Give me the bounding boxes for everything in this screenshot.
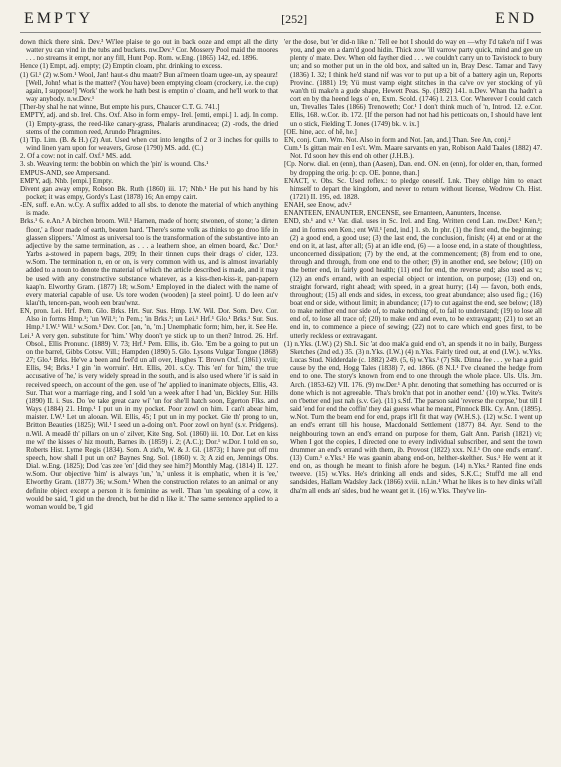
dictionary-paragraph: [Ther-by shal he nat winne, But empte his purs, Chaucer C.T. G. 741.] xyxy=(20,103,220,112)
dictionary-paragraph: (1) Tip. Lim. (B. & H.) (2) Aut. Used when cut into lengths of 2 or 3 inches for quills to wind linen yarn upon for weavers, Grose (1790) MS. add. (C.) xyxy=(20,135,278,153)
dictionary-paragraph: down thick there sink. Dev.³ Wi'lee plaise te go out in back ooze and empt all the dirty watter yu can vind in the tubs and buckets. nw.Dev.¹ Cor. Mossery Pool maid the moores . . . no streams it empt, nor any fill, Hunt Pop. Rom. w.Eng. (1865) 142, ed. 1896. xyxy=(20,38,278,63)
right-column xyxy=(284,38,542,763)
dictionary-paragraph: (1) Gl.¹ (2) w.Som.¹ Wool, Jan! haut-s dhu maatr? Bun ai'meen tloam ugee-un, ay speaurz! [Well, John! what is the matter? (You have) been emptying cloam (crockery, i.e. the cup) again, I suppose!] 'Work' the work he hath best is emptin o' cloam, and he'll work to that way anybody. n.w.Dev.¹ xyxy=(20,70,278,104)
dictionary-paragraph: END, sb.¹ and v.¹ Var. dial. uses in Sc. Irel. and Eng. Written cend Lan. nw.Der.¹ Ken.¹; and in forms een Ken.; ent Wil.¹ [end, ind.] 1. sb. In phr. (1) the first end, the beginning; (2) a good end, a good use; (3) the last end, the conclusion, finish; (4) at end or at the end on it, at last, after all; (5) at an idle end, (6) — a loose end, in a state of thoughtless, unconcerned dissipation; (7) by the end, at the commencement; (8) from end to one, through and through, from one end to the other; (9) in another end, see below; (10) on the better end, in fairly good health; (11) end for end, the reverse end; also used as v.; (12) an end's errand, with an especial object or intention, on purpose; (13) end on, straight forward, right ahead; with speed, in a great hurry; (14) — favon, both ends, throughout; (15) all ends and sides, in excess, too great abundance; also used fig.; (16) boat end or side, without limit; in abundance; (17) to cut against the end, see below; (18) to make neither end nor side of, to make nothing of, to fail to understand; (19) to lose all end of, to lose all trace of; (20) to make end and even, to be extravagant; (21) to set an end in, to commence a piece of sewing; (22) not to care which end goes first, to be utterly reckless or extravagant. xyxy=(284,217,542,340)
dictionary-paragraph: Lei.¹ A very gen. substitute for 'him.' Why doon't ye stick up to un then? Introd. 26. Hrf. Obsol., Ellis Pronunc. (1889) V. 73; Hrf.¹ Pem. Ellis, ib. Glo. 'Em be a going to put un on the barrel, Gibbs Cotsw. Vill.; Hampden (1890) 5. Glo. Lysons Vulgar Tongue (1868) 27; Glo.¹ Brks. He've a been and feel'd un all over, Hughes T. Brown Oxf. (1861) xviii; Ellis, 94; Brks.¹ I gin 'in worruin'. Hrt. Ellis, 201. s.Cy. This 'en' for 'him,' the true accusative of 'he,' is very widely spread in the south, and is also used where 'it' is said in received speech, on account of the gen. use of 'he' applied to inanimate objects, Ellis, 43. Sur. That wor a marriage ring, and I sold 'un a week after I had 'un, Bickley Sur. Hills (1890) II. i. Sus. Do 'ee take great care wi' 'un for she'll hatch soon, Egerton Flks. and Ways (1884) 21. Hmp.¹ I put un in my pocket. Poor zowl on him. I can't abear him, maister. I.W.¹ Let un alooan. Wil. Ellis, 45; I put un in my pocket. Gie th' prong to un, Britton Beauties (1825); Wil.¹ I seed un a-doing on't. Poor zowl on hyn! (s.v. Pridgens). n.Wil. A meadē th' pillars on un o' zilver, Kite Sng. Sol. (1860) iii. 10. Dor. Let en kiss me wi' the kisses o' hiz mouth, Barnes ib. (1859) i. 2; (A.C.); Dor.¹ w.Dor. I told en so, Roberts Hist. Lyme Regis (1834). Som. A zid'n, W. & J. Gl. (1873); I have put off mu speech, how shall I put un on? Baynes Sng. Sol. (1860) v. 3; A zid en, Jennings Obs. Dial. w.Eng. (1825); Dod 'cas zee 'en' [did they see him?] Monthly Mag. (1814) II. 127. w.Som. Our objective 'him' is always 'un,' 'n,' unless it is emphatic, when it is 'ee,' Elworthy Gram. (1877) 36; w.Som.¹ When the construction relates to an animal or any definite object except a person it is feminine as well. Than 'un speaking of a cow, it would be said, 'I gid un the drench, but he did n like it.' The same sentence applied to a woman would be, 'I gid xyxy=(20,331,278,511)
dictionary-paragraph: EN, pron. Lei. Hrf. Pem. Glo. Brks. Hrt. Sur. Sus. Hmp. I.W. Wil. Dor. Som. Dev. Cor. Also in forms Hmp.¹; 'un Wil.¹; 'n Pem.; 'in Brks.¹; un Lei.¹ Hrf.¹ Glo.¹ Brks.¹ Sur. Sus. Hmp.¹ I.W.¹ Wil.¹ w.Som.¹ Dev. Cor. [ən, ʼn, ʼm.] Unemphatic form; him, her, it. See He. xyxy=(20,307,278,332)
page-number: [252] xyxy=(281,11,308,26)
dictionary-paragraph: EN, conj. Cum. Wm. Not. Also in form and Not. [ən, and.] Than. See An, conj.² xyxy=(284,135,511,144)
dictionary-paragraph: Divent gan away empy, Robson Bk. Ruth (1860) iii. 17; Nhb.¹ He put his hand by his pocket; it was empy, Gordy's Last (1878) 16; An empy cairt. xyxy=(20,184,278,201)
dictionary-paragraph: [Cp. Norw. dial. en (enn), than (Aasen), Dan. end. ON. en (enn), for older en, than, formed by dropping the orig. þ: cp. OE. þonne, than.] xyxy=(284,160,542,177)
dictionary-paragraph: 2. Of a cow: not in calf. Oxf.¹ MS. add. xyxy=(20,152,132,161)
dictionary-paragraph: 'er the dose, but 'er did-n like n.' Tell ee hot I should do way en —why I'd take'n nif I was you, and gee en a darn'd good hidin. Thick zow 'ill varrow party quick, mind and gee un plenty o' mate. Dev. When old fayther died . . . we couldn't carry un to Tavistock to bury un; and so mother put un in the old box, and salted un in, Bray Desc. Tamar and Tavy (1836) I. 32; I think he'd stand nif was vor to put up a bit of a battery agin un, Reports Provinc. (1881) 19; Yü must vamp eight stitches in tha ca've ov yer stocking of yü wan'th tü make'n a gude shape, Hewett Peas. Sp. (1892) 141. n.Dev. Whan tha hadn't a cort en by tha heend legs o' en, Exm. Scold. (1746) l. 213. Cor. Wherever I could catch un, Trevalles Tales (1866) Trenoweth; Cor.¹ I don't think much of 'n, Introd. 12. e.Cor. Ellis, 168. w.Cor. ib. 172. [If the person had not had his petticoats on, I should have lent un o stick, Fielding T. Jones (1749) bk. v. ix.] xyxy=(284,38,542,128)
dictionary-paragraph: [OE. hine, acc. of hē, he.] xyxy=(284,127,357,136)
dictionary-paragraph: 3. sb. Weaving term: the bobbin on which the 'pin' is wound. Chs.¹ xyxy=(20,160,209,169)
dictionary-paragraph: EMPTY, adj. and sb. Irel. Chs. Oxf. Also in form empy- Irel. [emti, empi.] 1. adj. In comp. (1) Empty-grass, the reed-like canary-grass, Phalaris arundinacea; (2) -rods, the dried stems of the common reed, Arundo Phragmites. xyxy=(20,111,278,136)
dictionary-paragraph: Cum.¹ Is gittan mair en I es't. Wm. Maare sarvants en yan, Robison Aald Taales (1882) 47. Not. I'd soon hev this end oh other (J.H.B.). xyxy=(284,144,542,161)
header-left-word: EMPTY xyxy=(24,10,94,27)
header-rule xyxy=(20,32,541,33)
dictionary-paragraph: ENAH, see Enow, adv.² xyxy=(284,201,352,210)
header-right-word: END xyxy=(495,10,537,27)
dictionary-paragraph: -EN, suff. e.An. w.Cy. A suffix added to all sbs. to denote the material of which anything is made. xyxy=(20,201,278,218)
left-column xyxy=(20,38,278,763)
dictionary-paragraph: (1) n.Yks. (I.W.) (2) Sh.I. Sic 'at doo mak'a guid end o't, an spends it no in baily, Burgess Sketches (2nd ed.) 35. (3) n.Yks. (I.W.) (4) n.Yks. Fairly tired out, at end (I.W.). w.Yks. Lucas Stud. Nidderdale (c. 1882) 249. (5, 6) w.Yks.¹ (7) Slk. Dinna fee . . . ye hae a guid cause by the end, Hogg Tales (1838) 7, ed. 1866. (8 N.I.¹ I've cleaned the hedge from end to one. The story's known from end to one through the whole place. Uls. Uls. Jrn. Arch. (1853-62) VII. 176. (9) nw.Der.¹ A phr. denoting that something has occurred or is done which is not agreeable. 'Tha's brok'n that pot in another eend.' (10) w.Yks. Twite's on t'better end just nah (s.v. Ge). (11) s.Stf. The parson said 'reverse the corpse,' but till I said 'end for end the coffin' they dai guess what he meant, Pinnock Blk. Cy. Ann. (1895). w.Not. Turn the beam end for end, praps it'll fit that way (W.H.S.). (12) w.Sc. I went up an end's errant till his house, Macdonald Settlement (1877) 84. Ayr. Send to the neighbouring town an end's errand on purpose for them, Galt Ann. Parish (1821) vi; When I got the copies, I directed one to every individual subscriber, and sent the town drummer an end's errand with them, ib. Provost (1822) xxx. N.I.¹ On one end's errant'. (13) Cum.¹ e.Yks.¹ He was gaanin abang end-on, helther-skelther. Sus.¹ He went at it end on, as though he meant to finish afore he begun. (14) n.Yks.² Ranted fine ends tweeve. (15) w.Yks. He's drinking all ends and sides, S.K.C.; Stuff'd me all end sandsides, Hallam Wadsley Jack (1866) xviii. n.Lin.¹ What he likes is to hev dinks wi'all dha'm all ends an' sides, bud he weant get it. (16) w.Yks. They've lin- xyxy=(284,339,542,495)
dictionary-paragraph: ENACT, v. Obs. Sc. Used reflex.: to pledge oneself. Lnk. They oblige him to enact himself to depart the kingdom, and never to return without license, Wodrow Ch. Hist. (1721) II. 195, ed. 1828. xyxy=(284,176,542,201)
dictionary-paragraph: Brks.¹ 6. e.An.² A birchen broom. Wil.¹ Harnen, made of horn; stwonen, of stone; 'a dirten floor,' a floor made of earth, beaten hard. 'There's some volk as thinks to go droo life in glassen slippers.' 'Almost as universal too is the transformation of the substantive into an adjective by the same termination, as . . . a leathern shoe, an elmen board, &c.' Dor.¹ Yarbs a-stowed in papern bags, 209; In their tinnen cups their drags o' cider, 123. w.Som. The termination n, en or on, is very common with us, and is almost invariably added to a noun to denote the material of which the article described is made, and it may be used with any constructive substance whatever, as a kiss-then-kiss-it, pan-papern kaap'n. Elworthy Gram. (1877) 18; w.Som.¹ Employed in the dialect with the name of every material capable of use. Us tore woden (wooden) [a steel point]. U do leen au'v klau'th, tencen-pan, wooh een brau'wnz. xyxy=(20,217,278,307)
dictionary-paragraph: ENANTEEN, ENAUNTER, ENCENSE, see Ernanteen, Aanunters, Incense. xyxy=(284,209,502,218)
dictionary-paragraph: EMPUS-AND, see Ampersand. xyxy=(20,168,110,177)
running-header xyxy=(24,8,537,30)
dictionary-paragraph: EMPY, adj. Nhb. [empi.] Empty. xyxy=(20,176,114,185)
dictionary-paragraph: Hence (1) Empt, adj. empty; (2) Emptin cloam, phr. drinking to excess. xyxy=(20,62,223,71)
